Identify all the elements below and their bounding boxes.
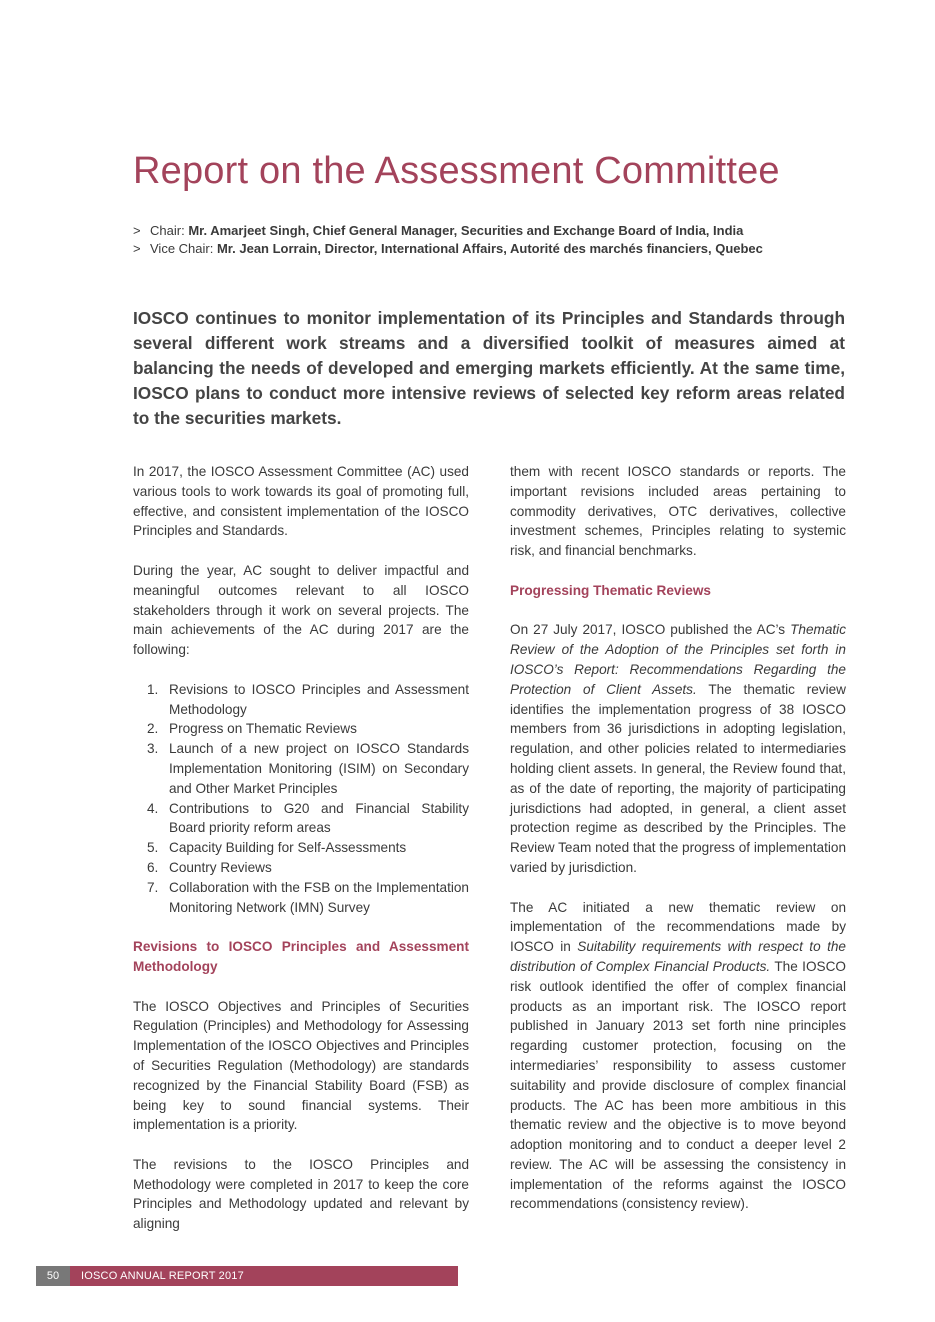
principles-paragraph: The IOSCO Objectives and Principles of Securities Regulation (Principles) and Methodology for Assessing Implementation of the IOSCO Objectives and Principles of Securities Regulation (Methodology) are standards recognized by the Financial Stability Board (FSB) as being key to sound financial systems. Their implementation is a priority. [133, 998, 469, 1133]
achievements-list [133, 680, 469, 918]
vice-chair-line [133, 240, 763, 258]
page-footer [36, 1266, 458, 1286]
list-item: 4. Contributions to G20 and Financial Stability Board priority reform areas [147, 800, 469, 836]
list-item: 5. Capacity Building for Self-Assessments [147, 840, 407, 856]
achievements-intro: During the year, AC sought to deliver impactful and meaningful outcomes relevant to all IOSCO stakeholders through it work on several projects. The main achievements of the AC during 2017 are the following: [133, 562, 469, 658]
list-item: 3. Launch of a new project on IOSCO Standards Implementation Monitoring (ISIM) on Secondary and Other Market Principles [147, 741, 469, 796]
report-title: Suitability requirements with respect to the distribution of Complex Financial Products. [510, 939, 846, 974]
vice-chair-role: Vice Chair: [150, 241, 214, 256]
page-title: Report on the Assessment Committee [133, 150, 780, 192]
lead-paragraph: IOSCO continues to monitor implementation of its Principles and Standards through several different work streams and a diversified toolkit of measures aimed at balancing the needs of developed and emerging markets efficiently. At the same time, IOSCO plans to conduct more intensive reviews of selected key reform areas related to the securities markets. [133, 308, 845, 428]
page-number: 50 [36, 1266, 70, 1286]
committee-chairs [133, 222, 763, 258]
list-item: 2. Progress on Thematic Reviews [147, 721, 357, 737]
client-assets-paragraph: On 27 July 2017, IOSCO published the AC’s Thematic Review of the Adoption of the Principles set forth in IOSCO’s Report: Recommendations Regarding the Protection of Client Assets. The thematic review identifies the implementation progress of 38 IOSCO members from 36 jurisdictions in adopting legislation, regulation, and other policies related to intermediaries holding client assets. In general, the Review found that, as of the date of reporting, the majority of participating jurisdictions had adopted, in general, a client asset protection regime as described by the Principles. The Review Team noted that the progress of implementation varied by jurisdiction. [510, 622, 846, 875]
section-heading-thematic-reviews: Progressing Thematic Reviews [510, 582, 711, 598]
chevron-right-icon: > [133, 241, 141, 256]
chair-line [133, 222, 763, 240]
suitability-paragraph: The AC initiated a new thematic review on implementation of the recommendations made by IOSCO in Suitability requirements with respect to the distribution of Complex Financial Products. The IOSCO risk outlook identified the offer of complex financial products as an important risk. The IOSCO report published in January 2013 set forth nine principles regarding customer protection, focusing on the intermediaries’ responsibility to assess customer suitability and provide disclosure of complex financial products. The AC has been more ambitious in this thematic review and the objective is to move beyond adoption monitoring and to conduct a deeper level 2 review. The AC will be assessing the consistency in implementation of the reforms against the IOSCO recommendations (consistency review). [510, 899, 846, 1212]
chair-name: Mr. Amarjeet Singh, Chief General Manager, Securities and Exchange Board of India, India [188, 223, 744, 238]
chair-role: Chair: [150, 223, 185, 238]
revisions-continued-paragraph: them with recent IOSCO standards or reports. The important revisions included areas pertaining to commodity derivatives, OTC derivatives, collective investment schemes, Principles relating to systemic risk, and financial benchmarks. [510, 464, 846, 559]
list-item: 6. Country Reviews [147, 859, 272, 875]
footer-report-title: IOSCO ANNUAL REPORT 2017 [81, 1270, 244, 1282]
report-title: Thematic Review of the Adoption of the Principles set forth in IOSCO’s Report: Recommendations Regarding the Protection of Client Assets. [510, 622, 846, 697]
right-column [510, 462, 846, 1234]
list-item: 1. Revisions to IOSCO Principles and Assessment Methodology [147, 681, 469, 717]
list-item: 7. Collaboration with the FSB on the Implementation Monitoring Network (IMN) Survey [147, 879, 469, 915]
left-column [133, 462, 469, 1254]
section-heading-revisions: Revisions to IOSCO Principles and Assessment Methodology [133, 939, 469, 974]
intro-paragraph: In 2017, the IOSCO Assessment Committee (AC) used various tools to work towards its goal of promoting full, effective, and consistent implementation of the IOSCO Principles and Standards. [133, 464, 469, 539]
chevron-right-icon: > [133, 223, 141, 238]
vice-chair-name: Mr. Jean Lorrain, Director, International Affairs, Autorité des marchés financiers, Quebec [216, 241, 763, 256]
revisions-paragraph: The revisions to the IOSCO Principles and Methodology were completed in 2017 to keep the core Principles and Methodology updated and relevant by aligning [133, 1156, 469, 1232]
